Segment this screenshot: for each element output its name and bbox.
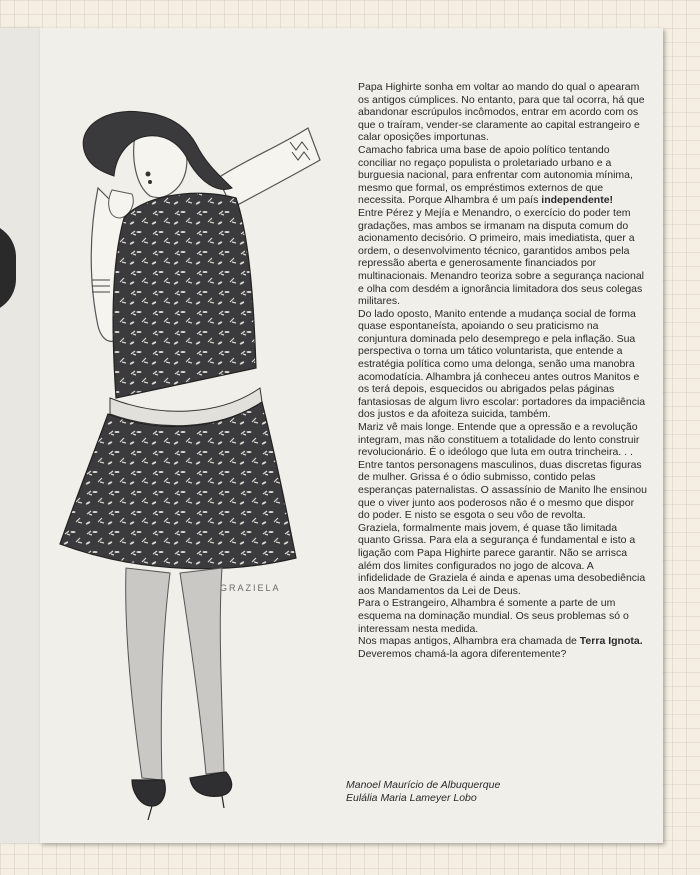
woman-illustration xyxy=(40,68,340,858)
author-name: Eulália Maria Lameyer Lobo xyxy=(346,792,477,804)
previous-page-edge xyxy=(0,28,40,843)
illustration-signature: GRAZIELA xyxy=(220,583,281,593)
paragraph xyxy=(358,144,648,207)
magazine-page xyxy=(40,28,663,843)
paragraph-text: Camacho fabrica uma base de apoio político tentando conciliar no regaço populista o proletariado urbano e a burguesia nacional, para enfrentar com autonomia mínima, mesmo que formal, os empréstimos externos de que necessita. Porque Alhambra é um país xyxy=(358,143,633,207)
paragraph-text: Nos mapas antigos, Alhambra era chamada de xyxy=(358,635,577,648)
paragraph: Mariz vê mais longe. Entende que a opressão e a revolução integram, mas não constituem a totalidade do lento construir revolucionário. É o ideólogo que luta em outra trincheira. . . xyxy=(358,421,640,459)
paragraph: Do lado oposto, Manito entende a mudança social de forma quase espontaneísta, apoiando o seu praticismo na conjuntura dominada pelo desemprego e pela inflação. Sua perspectiva o torna um tático voluntarista, que entende a estratégia política como uma delonga, senão uma manobra acomodatícia. Alhambra já conheceu antes outros Manitos e os terá depois, esquecidos ou abrigados pelas páginas fantasiosas de algum livro escolar: portadores da impaciência dos justos e da afoiteza suicida, também. xyxy=(358,307,646,421)
paragraph-text: Deveremos chamá-la agora diferentemente? xyxy=(358,647,567,660)
paragraph xyxy=(358,635,648,660)
paragraph: Entre tantos personagens masculinos, duas discretas figuras de mulher. Grissa é o ódio submisso, contido pelas esperanças paternalistas. O assassínio de Manito lhe ensinou que o viver junto aos poderosos não é o mesmo que dispor do poder. E nisto se esgota o seu vôo de revolta. xyxy=(358,458,647,522)
paragraph: Papa Highirte sonha em voltar ao mando do qual o apearam os antigos cúmplices. No entanto, para que tal ocorra, há que abandonar escrúpulos incômodos, entrar em acordo com os que o traíram, vender-se claramente ao capital estrangeiro e calar oposições importunas. xyxy=(358,81,645,144)
paragraph: Entre Pérez y Mejía e Menandro, o exercício do poder tem gradações, mas ambos se irmanam na disputa comum do acionamento decisório. O primeiro, mais imediatista, quer a ordem, o desenvolvimento técnico, garantidos ambos pela repressão aberta e generosamente financiados por multinacionais. Menandro teoriza sobre a segurança nacional e olha com desdém a ignorância limitadora dos seus colegas militares. xyxy=(358,206,645,308)
paragraph: Graziela, formalmente mais jovem, é quase tão limitada quanto Grissa. Para ela a segurança é fundamental e isto a ligação com Papa Highirte parece garantir. Não se arrisca além dos limites configurados no jogo de alcova. A infidelidade de Graziela é ainda e apenas uma desobediência aos Mandamentos da Lei de Deus. xyxy=(358,521,646,597)
previous-page-illustration-fragment xyxy=(0,223,16,313)
paragraph: Para o Estrangeiro, Alhambra é somente a parte de um esquema na dominação mundial. Os seus problemas só o interessam nesta medida. xyxy=(358,597,629,635)
authors-block xyxy=(346,779,646,805)
article-text xyxy=(358,81,648,660)
emphasis-terra-ignota: Terra Ignota. xyxy=(579,635,643,648)
emphasis-independente: independente! xyxy=(541,194,614,207)
author-name: Manoel Maurício de Albuquerque xyxy=(346,779,501,791)
